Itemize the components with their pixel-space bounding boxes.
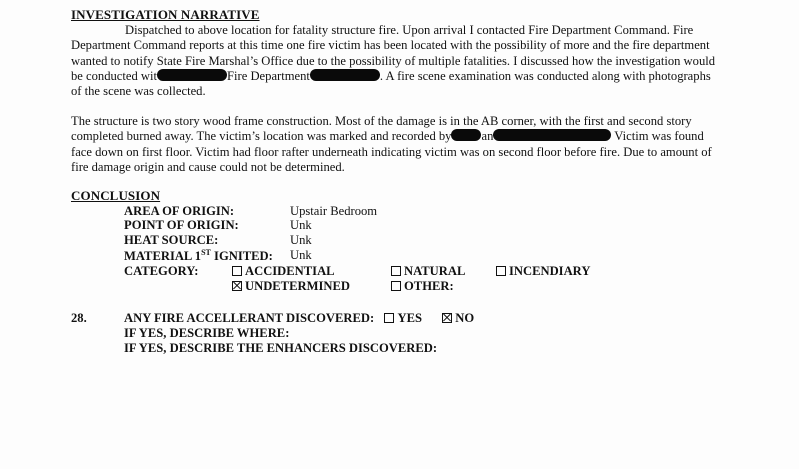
option-label: ACCIDENTIAL — [245, 264, 335, 278]
narrative-line: Dispatched to above location for fatality structure fire. Upon arrival I contacted Fire Department Command. Fire — [125, 23, 694, 37]
checkbox-icon[interactable] — [496, 266, 506, 276]
option-label: NATURAL — [404, 264, 466, 278]
redaction-mark — [493, 129, 611, 141]
option-other[interactable] — [391, 279, 454, 294]
material-label-text: MATERIAL 1 — [124, 249, 202, 264]
checkbox-icon[interactable] — [391, 281, 401, 291]
checkbox-icon[interactable] — [391, 266, 401, 276]
option-no[interactable] — [442, 311, 474, 325]
narrative-text: . A fire scene examination was conducted along with photographs — [379, 68, 711, 83]
redaction-mark — [451, 129, 481, 141]
question-number: 28. — [71, 311, 87, 325]
describe-enhancers-label: IF YES, DESCRIBE THE ENHANCERS DISCOVERED: — [124, 341, 438, 355]
checkbox-checked-icon[interactable] — [442, 313, 452, 323]
heat-source-label: HEAT SOURCE: — [124, 233, 219, 247]
narrative-text: Fire Department — [227, 68, 310, 83]
narrative-paragraph-2 — [71, 114, 751, 175]
material-label-text: IGNITED: — [210, 249, 273, 264]
describe-where-label: IF YES, DESCRIBE WHERE: — [124, 326, 290, 340]
option-label: OTHER: — [404, 279, 454, 293]
option-yes[interactable] — [384, 311, 422, 325]
option-natural[interactable] — [391, 264, 465, 279]
category-label: CATEGORY: — [124, 264, 199, 278]
narrative-text: Victim was found — [614, 129, 704, 144]
option-label: UNDETERMINED — [245, 279, 350, 293]
area-of-origin-label: AREA OF ORIGIN: — [124, 204, 235, 218]
narrative-text: be conducted wit — [71, 68, 158, 83]
narrative-line: Department Command reports at this time one fire victim has been located with the possibility of more and the fire department — [71, 38, 710, 53]
narrative-heading: INVESTIGATION NARRATIVE — [71, 7, 260, 22]
checkbox-checked-icon[interactable] — [232, 281, 242, 291]
option-label: YES — [397, 311, 422, 325]
material-label-sup: ST — [201, 248, 211, 257]
option-accidental[interactable] — [232, 264, 335, 279]
material-ignited-label — [124, 248, 273, 264]
heat-source-value: Unk — [290, 233, 312, 247]
redaction-mark — [310, 69, 380, 81]
narrative-line: wanted to notify State Fire Marshal’s Office due to the possibility of multiple fatalities. I discussed how the investigation would — [71, 53, 716, 68]
narrative-text: an — [481, 129, 494, 144]
material-ignited-value: Unk — [290, 248, 312, 262]
narrative-line: fire damage origin and cause could not be determined. — [71, 159, 345, 174]
option-undetermined[interactable] — [232, 279, 350, 294]
narrative-text: completed burned away. The victim’s location was marked and recorded by — [71, 129, 452, 144]
narrative-line-redacted — [71, 69, 751, 84]
accelerant-question-label: ANY FIRE ACCELLERANT DISCOVERED: — [124, 311, 375, 325]
area-of-origin-value: Upstair Bedroom — [290, 204, 378, 218]
accelerant-question — [124, 311, 474, 326]
point-of-origin-value: Unk — [290, 218, 312, 232]
option-label: NO — [455, 311, 475, 325]
narrative-line-redacted — [71, 129, 751, 144]
narrative-paragraph-1 — [71, 23, 751, 99]
narrative-line: The structure is two story wood frame construction. Most of the damage is in the AB corner, with the first and second story — [71, 114, 692, 128]
redaction-mark — [157, 69, 227, 81]
point-of-origin-label: POINT OF ORIGIN: — [124, 218, 239, 232]
narrative-line: of the scene was collected. — [71, 84, 206, 99]
checkbox-icon[interactable] — [232, 266, 242, 276]
checkbox-icon[interactable] — [384, 313, 394, 323]
narrative-line: face down on first floor. Victim had floor rafter underneath indicating victim was on second floor before fire. Due to amount of — [71, 144, 712, 159]
option-incendiary[interactable] — [496, 264, 590, 279]
option-label: INCENDIARY — [509, 264, 591, 278]
conclusion-heading: CONCLUSION — [71, 188, 161, 203]
